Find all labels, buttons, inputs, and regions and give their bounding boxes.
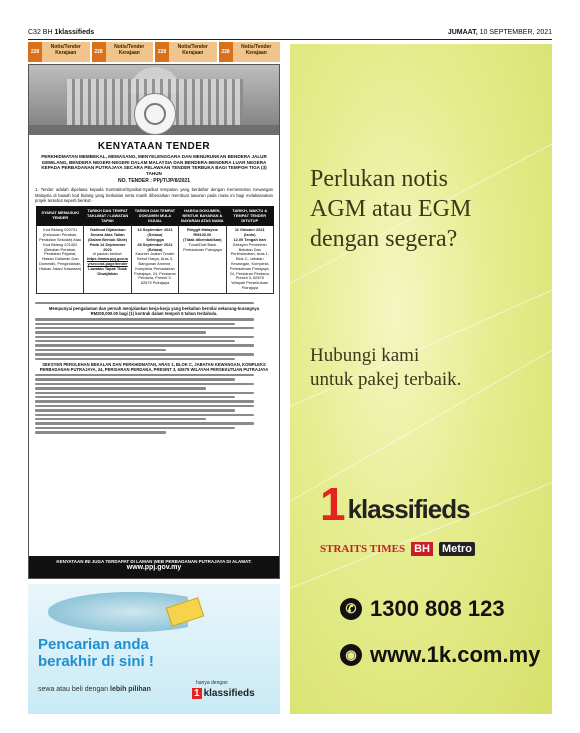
notice-footer	[29, 556, 279, 578]
notice-intro: 1. Tender adalah dipelawa kepada Kontraktor/Syarikat-Syarikat tempatan yang berdaftar dengan Kementerian Kewangan Malaysia di bawah kod bidang yang berkaitan serta masih dibenarkan membuat tawaran pada masa ini bagi melaksanakan projek tersebut seperti berikut:-	[35, 187, 273, 203]
klassifieds-logo: 1 klassifieds	[194, 688, 255, 699]
website-url: www.1k.com.my	[370, 642, 541, 667]
ad-question: Perlukan notis AGM atau EGM dengan segera?	[310, 166, 472, 252]
tender-notice	[28, 64, 280, 579]
page-header	[28, 26, 552, 40]
phone-contact[interactable]	[340, 596, 505, 622]
category-tab[interactable]	[28, 42, 90, 62]
ppj-website-link[interactable]: www.ppj.gov.my	[126, 564, 182, 571]
ad-contact-prompt: Hubungi kami untuk pakej terbaik.	[310, 345, 462, 390]
page-number: C32	[28, 29, 41, 36]
table-cell: Taklimat Dijalankan Secara Atas Talian (Dalam Bentuk Slide) Pada 14 September 2021 di pautan berikut: https://www.ppj.gov.my/second-page/tender Lawatan Tapak Tidak Diwajibkan	[84, 226, 131, 293]
header-left	[28, 29, 94, 36]
table-row	[37, 226, 274, 293]
table-cell: Kod Bidang 020701 (Kelusuan Peraban, Peralatan Sekolah) Atau Kod Bidang 221402 (Bekalan Peraban, Peralatan Pejabat, Hiasan Dalaman Dan Domestik, Pengindahan, Hiasan Jalan/ Kawasan)	[37, 226, 84, 293]
notice-subtitle: PERKHIDMATAN MEMBEKAL, MEMASANG, MENYELENGGARA DAN MENURUNKAN BENDERA JALUR GEMILANG, BENDERA NEGERI-NEGERI DALAM MALAYSIA DAN BENDERA-BENDERA LUAR NEGERA KEPADA PERBADANAN PUTRAJAYA SECARA PELAWAAN TENDER TERBUKA BAGI TEMPOH TIGA (3) TAHUN	[41, 154, 267, 176]
table-cell: Ringgit Malaysia RM100.00 (Tidak dikembalikan) Tunai/Draf Bank Perbadanan Putrajaya	[179, 226, 226, 293]
phone-number: 1300 808 123	[370, 596, 505, 621]
category-number: 228	[92, 42, 106, 62]
footer-caption: KENYATAAN INI JUGA TERDAPAT DI LAMAN WEB PERBADANAN PUTRAJAYA DI ALAMAT:	[56, 559, 252, 564]
promo-subline: sewa atau beli dengan lebih pilihan	[38, 686, 151, 693]
header-right	[448, 29, 552, 36]
tender-number: NO. TENDER : PPj/T/JP/8/2021	[118, 178, 190, 185]
table-header: HARGA DOKUMEN, BENTUK BAYARAN & BAYARAN ATAS NAMA	[179, 206, 226, 225]
category-tab[interactable]	[155, 42, 217, 62]
klassifieds-ad	[290, 44, 552, 714]
tender-table	[36, 206, 274, 294]
header-date: 10 SEPTEMBER, 2021	[479, 29, 552, 36]
bh-logo: BH	[411, 542, 433, 556]
notice-title: KENYATAAN TENDER	[97, 141, 211, 152]
table-header: TARIKH, WAKTU & TEMPAT TENDER DITUTUP	[226, 206, 273, 225]
partner-brands	[320, 542, 475, 556]
category-number: 228	[28, 42, 42, 62]
category-label: Notis/Tender Kerajaan	[50, 44, 81, 56]
bold-address: SEKSYEN PEROLEHAN BEKALAN DAN PERKHIDMATAN, ARAS 1, BLOK C, JABATAN KEWANGAN, KOMPLEKS PERBADANAN PUTRAJAYA, 24, PERSIARAN PERDANA, PRESINT 3, 62675 WILAYAH PERSEKUTUAN PUTRAJAYA	[39, 362, 269, 373]
nst-logo: STRAITS TIMES	[320, 543, 406, 555]
table-cell: 11 Oktober 2021 (Isnin) 12.00 Tengah hari Seksyen Perolehan Bekalan Dan Perkhidmatan, Aras 1, Blok C, Jabatan Kewangan, Kompleks Perbadanan Putrajaya, 24, Persiaran Perdana, Presint 3, 62675 Wilayah Persekutuan Putrajaya	[226, 226, 273, 293]
table-cell: 14 September 2021 (Selasa) Sehingga 28 September 2021 (Selasa) Kaunter Jualan Tender Sebut Harga, Aras 3, Bangunan Annexe, Kompleks Perbadanan Putrajaya, 24, Persiaran Perdana, Presint 3, 62675 Putrajaya	[131, 226, 178, 293]
category-label: Notis/Tender Kerajaan	[114, 44, 145, 56]
phone-icon: ✆	[340, 598, 362, 620]
briefing-link[interactable]: https://www.ppj.gov.my/second-page/tender	[87, 256, 129, 266]
section-name: BH	[42, 29, 53, 36]
category-tabs	[28, 42, 280, 62]
website-contact[interactable]	[340, 642, 540, 668]
category-number: 228	[155, 42, 169, 62]
promo-hanya: hanya dengan	[196, 680, 228, 686]
bold-note: Mempunyai pengalaman dan pernah menjalankan kerja-kerja yang berkaitan bernilai sekurang-kurangnya RM200,000.00 bagi (1) kontrak dalam tempoh 5 tahun terdahulu.	[48, 306, 260, 317]
table-header: TARIKH DAN TEMPAT TAKLIMAT / LAWATAN TAPAK	[84, 206, 131, 225]
category-label: Notis/Tender Kerajaan	[241, 44, 272, 56]
metro-logo: Metro	[439, 542, 475, 556]
category-label: Notis/Tender Kerajaan	[177, 44, 208, 56]
table-header: SYARAT MEMASUKI TENDER	[37, 206, 84, 225]
promo-headline: Pencarian anda berakhir di sini !	[38, 636, 154, 670]
table-header-row	[37, 206, 274, 225]
table-header: TARIKH DAN TEMPAT DOKUMEN MULA DIJUAL	[131, 206, 178, 225]
section-brand: 1klassifieds	[54, 29, 95, 36]
building-photo	[29, 65, 279, 135]
ppj-logo-icon	[134, 93, 176, 135]
header-day: JUMAAT,	[447, 29, 478, 36]
notice-body	[29, 297, 279, 434]
category-number: 228	[219, 42, 233, 62]
category-tab[interactable]	[219, 42, 281, 62]
promo-banner	[28, 584, 280, 714]
klassifieds-ad-logo: 1 klassifieds	[320, 478, 470, 530]
category-tab[interactable]	[92, 42, 154, 62]
globe-icon: ◉	[340, 644, 362, 666]
